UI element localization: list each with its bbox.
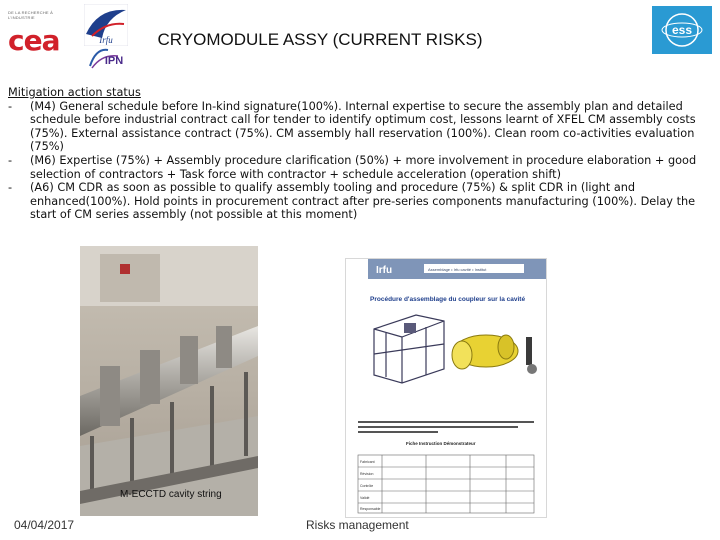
ipn-logo-text: IPN [104,55,124,67]
footer-title: Risks management [306,518,409,532]
mitigation-item-text: (A6) CM CDR as soon as possible to qualify assembly tooling and procedure (75%) & split CDR in (light and enhanced(100%). Hold points in procurement contract after pre-series components manufacturing (100%). Delay the start of CM series assembly (not possible at this moment) [30,181,696,222]
procedure-document-image [345,258,547,518]
mitigation-item-text: (M6) Expertise (75%) + Assembly procedure clarification (50%) + more involvement in procedure elaboration + good selection of contractors + Task force with contractor + schedule acceleration (operation shift) [30,153,697,181]
mitigation-item-text: (M4) General schedule before In-kind signature(100%). Internal expertise to secure the assembly plan and detailed schedule before industrial contract call for tender to identify optimum cost, lessons learnt of XFEL CM assembly costs (75%). External assistance contract (75%). CM assembly hall reservation (100%). Clean room co-activities evaluation (75%) [30,99,696,154]
irfu-logo [84,4,128,46]
mitigation-item [8,100,708,154]
ipn-logo [88,46,128,70]
doc-row-label: Révision [360,472,374,476]
bullet-dash: - [8,153,13,167]
mitigation-item [8,181,708,222]
mitigation-item [8,154,708,181]
mitigation-heading: Mitigation action status [8,86,141,99]
slide-title: CRYOMODULE ASSY (CURRENT RISKS) [157,30,483,49]
doc-row-label: Responsable [360,507,381,511]
doc-row-label: Fabricant [360,460,375,464]
bullet-dash: - [8,99,13,113]
doc-row-label: Validé [360,496,370,500]
cea-logo-text: cea [8,24,60,57]
footer-date: 04/04/2017 [14,518,75,532]
cea-logo [8,10,80,58]
cea-tagline: DE LA RECHERCHE À L'INDUSTRIE [8,10,53,20]
doc-header-logo: Irfu [376,265,393,276]
photo-caption: M-ECCTD cavity string [120,489,222,500]
ess-logo-text: ess [671,23,693,37]
doc-header-sub: Assemblage • Irfu cavité • Institut [428,267,487,272]
doc-row-label: Contrôle [360,484,374,488]
ess-logo [652,6,712,54]
bullet-dash: - [8,181,13,195]
irfu-logo-text: Irfu [99,35,113,45]
doc-title: Procédure d'assemblage du coupleur sur la cavité [370,296,526,303]
mitigation-section [8,86,708,222]
cavity-string-photo [80,246,258,516]
doc-table-title: Fiche Instruction Démonstrateur [406,441,476,446]
